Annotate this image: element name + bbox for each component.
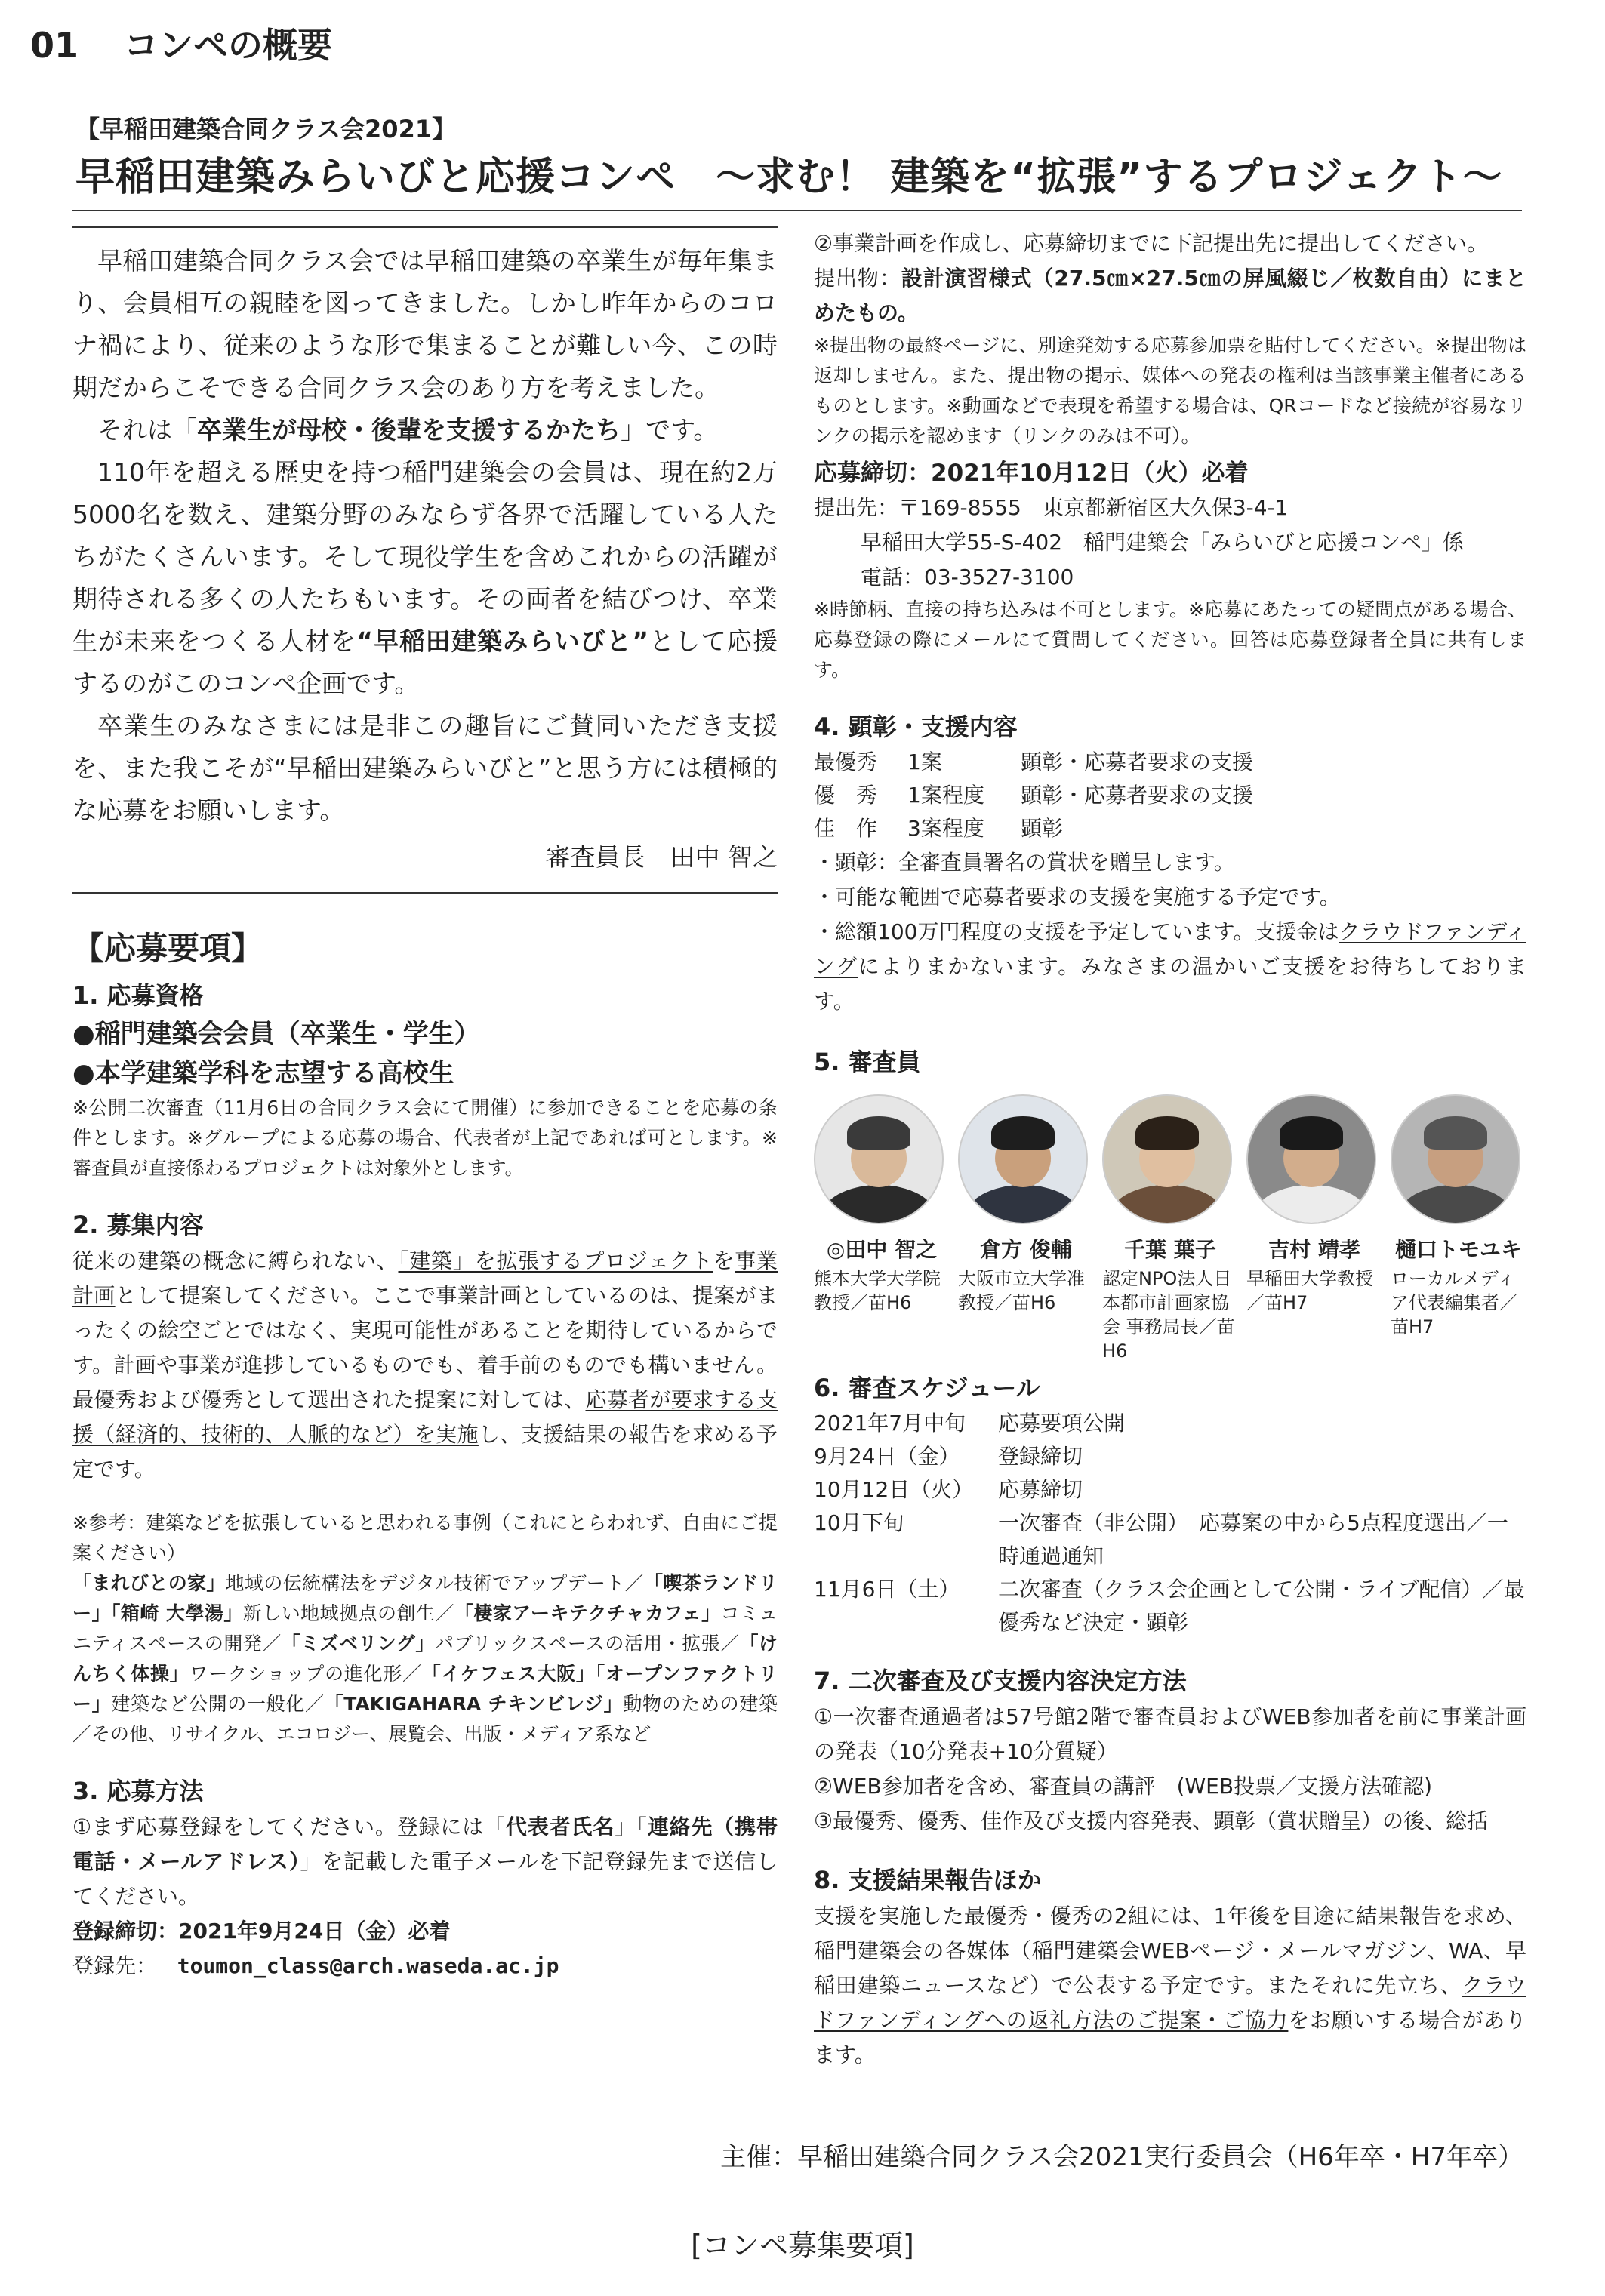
report-description (814, 1899, 1526, 2073)
juror-affiliation: 認定NPO法人日本都市計画家協会 事務局長／苗H6 (1102, 1268, 1235, 1362)
submission-label: 提出物： (814, 266, 901, 291)
juror-card (1391, 1094, 1526, 1363)
award-count: 1案程度 (907, 783, 984, 808)
section-title: 7. 二次審査及び支援内容決定方法 (814, 1667, 1187, 1695)
call-description (72, 1244, 778, 1487)
schedule-event: 応募締切 (998, 1477, 1083, 1502)
call-underline: 「建築」を拡張するプロジェクト (398, 1248, 713, 1273)
award-row (814, 746, 1526, 779)
juror-name: ◎田中 智之 (826, 1237, 938, 1262)
schedule-event: 登録締切 (998, 1444, 1083, 1469)
award-underline: クラウドファンディング (814, 919, 1526, 979)
guidelines-heading: 【応募要項】 (72, 930, 263, 967)
award-row (814, 812, 1526, 845)
schedule-date: 11月6日（土） (814, 1577, 960, 1602)
address-label: 提出先： (814, 495, 899, 520)
example-name: 「ミズベリング」 (281, 1633, 435, 1654)
award-text: によりまかないます。みなさまの温かいご支援をお待ちしております。 (814, 954, 1526, 1014)
juror-card (958, 1094, 1094, 1363)
address-line: 〒169-8555 東京都新宿区大久保3-4-1 (898, 495, 1289, 520)
schedule-event: 一次審査（非公開） 応募案の中から5点程度選出／一時通過通知 (998, 1510, 1508, 1568)
intro-text: それは「 (97, 415, 197, 445)
submission-step: ②事業計画を作成し、応募締切までに下記提出先に提出してください。 (814, 231, 1489, 256)
report-text: をお願いする場合があります。 (814, 2008, 1526, 2067)
schedule-event: 二次審査（クラス会企画として公開・ライブ配信）／最優秀など決定・顕彰 (998, 1577, 1525, 1635)
intro-paragraph-2 (72, 409, 778, 451)
call-underline: 事業計画 (72, 1248, 778, 1308)
section-title: 2. 募集内容 (72, 1211, 204, 1239)
destination-label: 登録先： (72, 1953, 158, 1978)
intro-divider-bottom (72, 892, 778, 894)
juror-list (814, 1094, 1526, 1363)
juror-card (1246, 1094, 1382, 1363)
person-portrait-icon (1102, 1094, 1232, 1224)
registration-deadline (72, 1914, 778, 1949)
method-text: 」「 (615, 1814, 648, 1839)
juror-name: 樋口トモユキ (1394, 1237, 1522, 1262)
example-name: 「けんちく体操」 (72, 1633, 778, 1685)
page-caption: [コンペ募集要項] (691, 2229, 914, 2262)
schedule-row (814, 1440, 1526, 1473)
method-emphasis: 連絡先（携帯電話・メールアドレス） (72, 1814, 778, 1874)
schedule-date: 10月12日（火） (814, 1477, 974, 1502)
eligibility-item: ●本学建築学科を志望する高校生 (72, 1058, 454, 1088)
report-underline: クラウドファンディングへの返礼方法のご提案・ご協力 (814, 1973, 1526, 2033)
method-emphasis: 代表者氏名 (505, 1814, 615, 1839)
person-portrait-icon (814, 1094, 944, 1224)
doc-title: 早稲田建築みらいびと応援コンペ ～求む！ 建築を“拡張”するプロジェクト～ (75, 155, 1503, 200)
example-name: 「喫茶ランドリー」「箱崎 大學湯」 (72, 1572, 778, 1624)
final-review-step: ③最優秀、優秀、佳作及び支援内容発表、顕彰（賞状贈呈）の後、総括 (814, 1808, 1489, 1833)
intro-paragraph-1: 早稲田建築合同クラス会では早稲田建築の卒業生が毎年集まり、会員相互の親睦を図ってきました。しかし昨年からのコロナ禍により、従来のような形で集まることが難しい今、この時期だからこそできる合同クラス会のあり方を考えました。 (72, 246, 778, 402)
method-text: 」を記載した電子メールを下記登録先まで送信してください。 (72, 1849, 778, 1909)
section-report (814, 1861, 1526, 2073)
section-schedule (814, 1369, 1526, 1639)
intro-emphasis: “早稲田建築みらいびと” (356, 626, 648, 656)
section-call (72, 1206, 778, 1750)
intro-divider-top (72, 226, 778, 228)
deadline-label: 登録締切： (72, 1919, 179, 1944)
juror-affiliation: 早稲田大学教授／苗H7 (1246, 1268, 1373, 1313)
call-text: として提案してください。ここで事業計画としているのは、提案がまったくの絵空ごとではなく、実現可能性があることを期待しているからです。計画や事業が進捗しているものでも、着手前のものでも構いません。最優秀および優秀として選出された提案に対しては、 (72, 1283, 778, 1412)
juror-name: 倉方 俊輔 (980, 1237, 1072, 1262)
section-title: 1. 応募資格 (72, 981, 204, 1010)
final-review-step: ②WEB参加者を含め、審査員の講評 (WEB投票／支援方法確認) (814, 1774, 1433, 1799)
schedule-row (814, 1507, 1526, 1573)
award-count: 1案 (907, 749, 942, 774)
section-title: 5. 審査員 (814, 1048, 921, 1076)
section-submission (814, 226, 1526, 685)
example-name: 「イケフェス大阪」「オープンファクトリー」 (72, 1663, 778, 1715)
schedule-date: 9月24日（金） (814, 1444, 960, 1469)
award-text: ・総額100万円程度の支援を予定しています。支援金は (814, 919, 1339, 944)
award-row (814, 779, 1526, 812)
submission-address (814, 491, 1526, 595)
schedule-date: 2021年7月中旬 (814, 1411, 966, 1436)
juror-affiliation: ローカルメディア代表編集者／苗H7 (1391, 1268, 1517, 1337)
person-portrait-icon (958, 1094, 1088, 1224)
award-rank: 最優秀 (814, 749, 878, 774)
schedule-date: 10月下旬 (814, 1510, 904, 1535)
registration-email-link[interactable]: toumon_class@arch.waseda.ac.jp (177, 1953, 559, 1978)
intro-text: 110年を超える歴史を持つ稲門建築会の会員は、現在約2万5000名を数え、建築分野のみならず各界で活躍している人たちがたくさんいます。そして現役学生を含めこれからの活躍が期待される多くの人たちもいます。その両者を結びつけ、卒業生が未来をつくる人材を (72, 457, 778, 656)
juror-card (814, 1094, 950, 1363)
intro-emphasis: 卒業生が母校・後輩を支援するかたち (197, 415, 621, 445)
example-desc: 建築など公開の一般化／ (111, 1693, 325, 1715)
schedule-event: 応募要項公開 (998, 1411, 1126, 1436)
address-phone: 電話：03-3527-3100 (861, 565, 1074, 589)
method-text: ①まず応募登録をしてください。登録には「 (72, 1814, 506, 1839)
submission-notes: ※提出物の最終ページに、別途発効する応募参加票を貼付してください。※提出物は返却しません。また、提出物の掲示、媒体への発表の権利は当該事業主催者にあるものとします。※動画などで表現を希望する場合は、QRコードなど接続が容易なリンクの掲示を認めます（リンクのみは不可）。 (814, 334, 1526, 447)
example-name: 「TAKIGAHARA チキンビレジ」 (324, 1693, 624, 1715)
section-number: 01 (30, 25, 79, 66)
section-title: 8. 支援結果報告ほか (814, 1866, 1042, 1894)
method-description (72, 1810, 778, 1914)
section-method (72, 1772, 778, 1984)
submission-deadline: 応募締切：2021年10月12日（火）必着 (814, 460, 1249, 487)
award-rank: 優 秀 (814, 783, 878, 808)
person-portrait-icon (1391, 1094, 1520, 1224)
juror-affiliation: 大阪市立大学准教授／苗H6 (958, 1268, 1085, 1313)
intro-text: 」です。 (621, 415, 719, 445)
juror-affiliation: 熊本大学大学院教授／苗H6 (814, 1268, 941, 1313)
address-line: 早稲田大学55-S-402 稲門建築会「みらいびと応援コンペ」係 (861, 530, 1465, 555)
call-underline: 応募者が要求する支援（経済的、技術的、人脈的など）を実施 (72, 1387, 778, 1447)
sponsor-credit: 主催：早稲田建築合同クラス会2021実行委員会（H6年卒・H7年卒） (720, 2142, 1523, 2172)
reference-examples (72, 1508, 778, 1750)
call-text: を (713, 1248, 735, 1273)
call-text: し、支援結果の報告を求める予定です。 (72, 1422, 778, 1482)
intro-message (72, 226, 778, 894)
award-count: 3案程度 (907, 816, 984, 841)
example-name: 「棲家アーキテクチャカフェ」 (454, 1602, 721, 1624)
award-content: 顕彰・応募者要求の支援 (1021, 749, 1254, 774)
submission-format: 設計演習様式（27.5㎝×27.5㎝の屏風綴じ／枚数自由）にまとめたもの。 (814, 266, 1526, 325)
reference-intro: ※参考：建築などを拡張していると思われる事例（これにとらわれず、自由にご提案ください） (72, 1512, 778, 1564)
right-column (814, 226, 1526, 2073)
juror-name: 千葉 葉子 (1124, 1237, 1216, 1262)
schedule-row (814, 1473, 1526, 1507)
intro-signature: 審査員長 田中 智之 (545, 842, 778, 872)
person-portrait-icon (1246, 1094, 1376, 1224)
example-desc: パブリックスペースの活用・拡張／ (434, 1633, 740, 1654)
schedule-row (814, 1573, 1526, 1639)
eligibility-item: ●稲門建築会会員（卒業生・学生） (72, 1019, 480, 1049)
example-desc: 地域の伝統構法をデジタル技術でアップデート／ (225, 1572, 644, 1594)
juror-card (1102, 1094, 1238, 1363)
deadline-value: 2021年9月24日（金）必着 (178, 1919, 451, 1944)
section-title: コンペの概要 (124, 25, 333, 66)
award-rank: 佳 作 (814, 816, 878, 841)
schedule-row (814, 1407, 1526, 1440)
section-title: 6. 審査スケジュール (814, 1374, 1040, 1402)
eligibility-note: ※公開二次審査（11月6日の合同クラス会にて開催）に参加できることを応募の条件とします。※グループによる応募の場合、代表者が上記であれば可とします。※審査員が直接係わるプロジェクトは対象外とします。 (72, 1097, 778, 1179)
example-name: 「まれびとの家」 (72, 1572, 226, 1594)
left-column (72, 226, 778, 1984)
section-awards (814, 708, 1526, 1019)
section-final-review (814, 1662, 1526, 1839)
submission-notes-2: ※時節柄、直接の持ち込みは不可とします。※応募にあたっての疑問点がある場合、応募登録の際にメールにて質問してください。回答は応募登録者全員に共有します。 (814, 599, 1526, 681)
award-bullet (814, 915, 1526, 1019)
call-text: 従来の建築の概念に縛られない、 (72, 1248, 399, 1273)
section-title: 3. 応募方法 (72, 1777, 204, 1805)
intro-paragraph-3 (72, 451, 778, 705)
example-desc: コミュニティスペースの開発／ (72, 1602, 778, 1654)
example-desc: ワークショップの進化形／ (189, 1663, 422, 1685)
page-header (30, 18, 332, 68)
intro-paragraph-4: 卒業生のみなさまには是非この趣旨にご賛同いただき支援を、また我こそが“早稲田建築みらいびと”と思う方には積極的な応募をお願いします。 (72, 711, 778, 825)
title-divider (72, 210, 1522, 211)
award-content: 顕彰・応募者要求の支援 (1021, 783, 1254, 808)
example-desc: 新しい地域拠点の創生／ (242, 1602, 454, 1624)
report-text: 支援を実施した最優秀・優秀の2組には、1年後を目途に結果報告を求め、稲門建築会の各媒体（稲門建築会WEBページ・メールマガジン、WA、早稲田建築ニュースなど）で公表する予定です。またそれに先立ち、 (814, 1904, 1526, 1998)
section-title: 4. 顕彰・支援内容 (814, 712, 1018, 741)
award-bullet: ・顕彰：全審査員署名の賞状を贈呈します。 (814, 850, 1235, 875)
registration-destination (72, 1949, 778, 1984)
intro-text: として応援するのがこのコンペ企画です。 (72, 626, 778, 698)
award-bullet: ・可能な範囲で応募者要求の支援を実施する予定です。 (814, 885, 1341, 909)
submission-item (814, 261, 1526, 331)
section-jurors (814, 1043, 1526, 1363)
award-content: 顕彰 (1021, 816, 1064, 841)
example-desc: 動物のための建築／その他、リサイクル、エコロジー、展覧会、出版・メディア系など (72, 1693, 778, 1745)
juror-name: 吉村 靖孝 (1268, 1237, 1360, 1262)
final-review-step: ①一次審査通過者は57号館2階で審査員およびWEB参加者を前に事業計画の発表（10分発表+10分質疑） (814, 1704, 1526, 1764)
doc-subtitle: 【早稲田建築合同クラス会2021】 (75, 115, 457, 143)
section-eligibility (72, 977, 778, 1183)
